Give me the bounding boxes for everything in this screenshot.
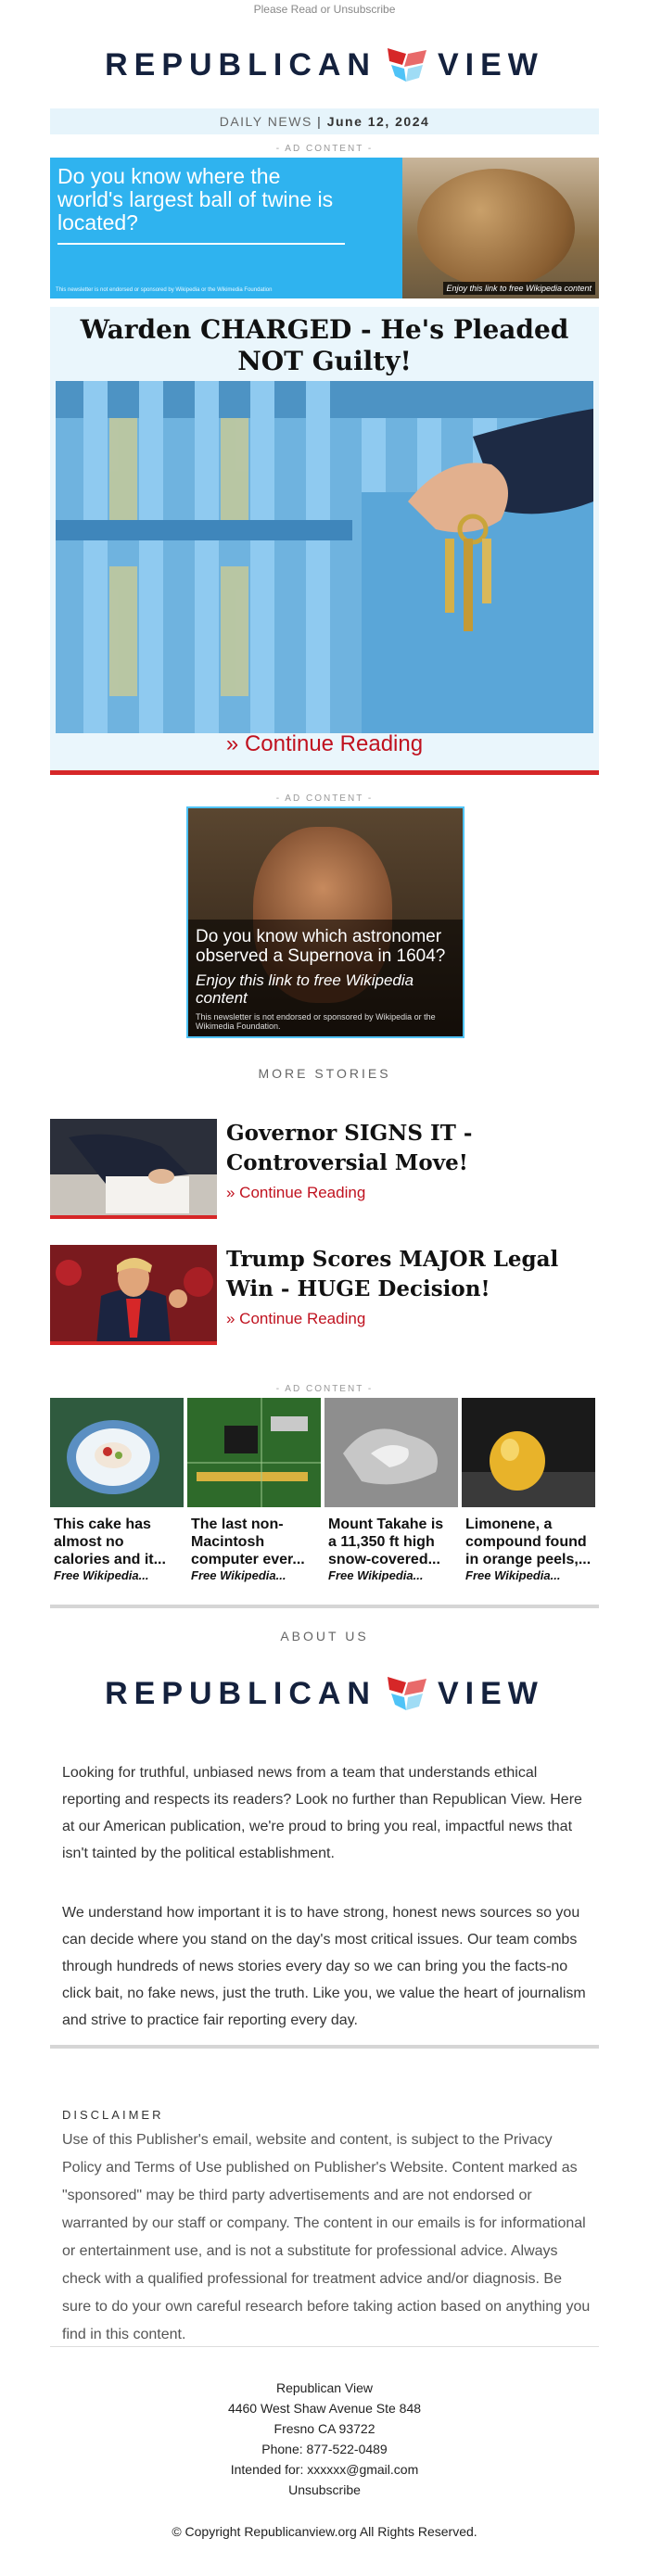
- footer-copyright: © Copyright Republicanview.org All Rights Reserved.: [172, 2524, 477, 2539]
- story-title[interactable]: Governor SIGNS IT - Controversial Move!: [226, 1121, 473, 1175]
- footer-street: 4460 West Shaw Avenue Ste 848: [227, 2401, 422, 2416]
- flag-logo-icon: [386, 46, 428, 83]
- wiki-card[interactable]: [50, 1398, 184, 1582]
- section-divider: [50, 1605, 599, 1608]
- rally-photo: [50, 1245, 217, 1345]
- mountain-satellite-image: [324, 1398, 458, 1507]
- footer-phone: Phone: 877-522-0489: [261, 2442, 388, 2456]
- disclaimer-heading: DISCLAIMER: [62, 2108, 164, 2122]
- dateline-separator: |: [317, 114, 323, 129]
- story-continue-link[interactable]: » Continue Reading: [226, 1184, 366, 1201]
- hero-image[interactable]: [56, 381, 593, 733]
- footer-unsubscribe-link[interactable]: Unsubscribe: [288, 2482, 361, 2497]
- footer-company-name: Republican View: [275, 2380, 374, 2395]
- footer-address: [0, 2378, 649, 2500]
- jail-keys-illustration: [56, 381, 593, 733]
- wiki-card-title[interactable]: Mount Takahe is a 11,350 ft high snow-covered...: [328, 1516, 444, 1567]
- story-item[interactable]: [50, 1245, 599, 1347]
- story-item[interactable]: [50, 1119, 599, 1221]
- footer-divider: [50, 2346, 599, 2347]
- ad-label: - AD CONTENT -: [275, 793, 374, 804]
- dateline-bar: [50, 108, 599, 134]
- story-thumbnail[interactable]: [50, 1245, 217, 1345]
- brand-logo-top[interactable]: [0, 43, 649, 87]
- wiki-card-link[interactable]: Free Wikipedia...: [54, 1568, 149, 1582]
- ad-caption: Enjoy this link to free Wikipedia content: [443, 282, 596, 295]
- section-divider: [50, 2045, 599, 2049]
- story-title[interactable]: Trump Scores MAJOR Legal Win - HUGE Decision!: [226, 1247, 559, 1301]
- preheader-link[interactable]: Please Read or Unsubscribe: [253, 3, 396, 16]
- story-continue-link[interactable]: » Continue Reading: [226, 1310, 366, 1327]
- ad-label: - AD CONTENT -: [275, 1384, 374, 1394]
- wiki-card-link[interactable]: Free Wikipedia...: [328, 1568, 424, 1582]
- more-stories-heading: MORE STORIES: [258, 1066, 391, 1081]
- ad-disclaimer: This newsletter is not endorsed or sponsored by Wikipedia or the Wikimedia Foundation: [56, 287, 273, 293]
- ad-divider: [57, 243, 345, 245]
- about-paragraph-1: Looking for truthful, unbiased news from a team that understands ethical reporting and respects its readers? Look no further than Republican View. Here at our American publication, we're proud to bring you real, impactful news that isn't tainted by the political establishment.: [62, 1765, 582, 1861]
- dateline-date: June 12, 2024: [326, 114, 430, 129]
- wiki-card-link[interactable]: Free Wikipedia...: [465, 1568, 561, 1582]
- ad-twine-photo: [402, 158, 599, 298]
- logo-word-view: VIEW: [438, 1675, 544, 1711]
- footer-intended-for: Intended for: xxxxxx@gmail.com: [230, 2462, 419, 2477]
- footer-city: Fresno CA 93722: [274, 2421, 375, 2436]
- story-thumbnail[interactable]: [50, 1119, 217, 1219]
- hero-continue-link[interactable]: » Continue Reading: [225, 731, 424, 756]
- ad2-question: Do you know which astronomer observed a Supernova in 1604?: [196, 927, 446, 966]
- hero-story[interactable]: [50, 307, 599, 775]
- signing-photo: [50, 1119, 217, 1219]
- hero-headline[interactable]: Warden CHARGED - He's Pleaded NOT Guilty!: [80, 314, 569, 376]
- wiki-card-title[interactable]: This cake has almost no calories and it...: [54, 1516, 166, 1567]
- wiki-card-title[interactable]: The last non-Macintosh computer ever...: [191, 1516, 305, 1567]
- ad-question: Do you know where the world's largest ball of twine is located?: [57, 164, 334, 235]
- cake-image: [50, 1398, 184, 1507]
- ad-banner-twine[interactable]: [50, 158, 599, 298]
- ad2-enjoy: Enjoy this link to free Wikipedia content: [196, 971, 414, 1007]
- disclaimer-text: Use of this Publisher's email, website and content, is subject to the Privacy Policy and Terms of Use published on Publisher's Website. Content marked as "sponsored" may be third party advertisements and are not endorsed or warranted by our staff or company. The content in our emails is for informational or entertainment use, and is not a substitute for professional advice. Always check with a qualified professional for treatment advice and/or diagnosis. Be sure to do your own careful research before taking action based on anything you find in this content.: [62, 2132, 591, 2342]
- about-heading: ABOUT US: [280, 1629, 369, 1643]
- logo-word-view: VIEW: [438, 46, 544, 82]
- ad2-disclaimer: This newsletter is not endorsed or sponsored by Wikipedia or the Wikimedia Foundation.: [196, 1012, 436, 1031]
- about-paragraph-2: We understand how important it is to have strong, honest news sources so you can decide where you stand on the day's most critical issues. Our team combs through hundreds of news stories every day so we can bring you the facts-no click bait, no fake news, just the truth. Like you, we value the heart of journalism and strive to practice fair reporting every day.: [62, 1905, 586, 2028]
- ad2-textbox: [188, 920, 463, 1036]
- wiki-card[interactable]: [324, 1398, 458, 1582]
- wiki-card[interactable]: [462, 1398, 595, 1582]
- dateline-label: DAILY NEWS: [219, 114, 312, 129]
- twine-ball-image: [417, 169, 575, 287]
- ad-label: - AD CONTENT -: [275, 144, 374, 154]
- wiki-card-link[interactable]: Free Wikipedia...: [191, 1568, 286, 1582]
- flag-logo-icon: [386, 1675, 428, 1712]
- logo-word-republican: REPUBLICAN: [105, 46, 376, 82]
- wiki-cards-grid: [50, 1398, 599, 1583]
- logo-word-republican: REPUBLICAN: [105, 1675, 376, 1711]
- brand-logo-bottom[interactable]: [0, 1671, 649, 1716]
- ad-banner-astronomer[interactable]: [186, 806, 464, 1038]
- lemon-image: [462, 1398, 595, 1507]
- motherboard-image: [187, 1398, 321, 1507]
- wiki-card[interactable]: [187, 1398, 321, 1582]
- wiki-card-title[interactable]: Limonene, a compound found in orange peels,...: [465, 1516, 592, 1567]
